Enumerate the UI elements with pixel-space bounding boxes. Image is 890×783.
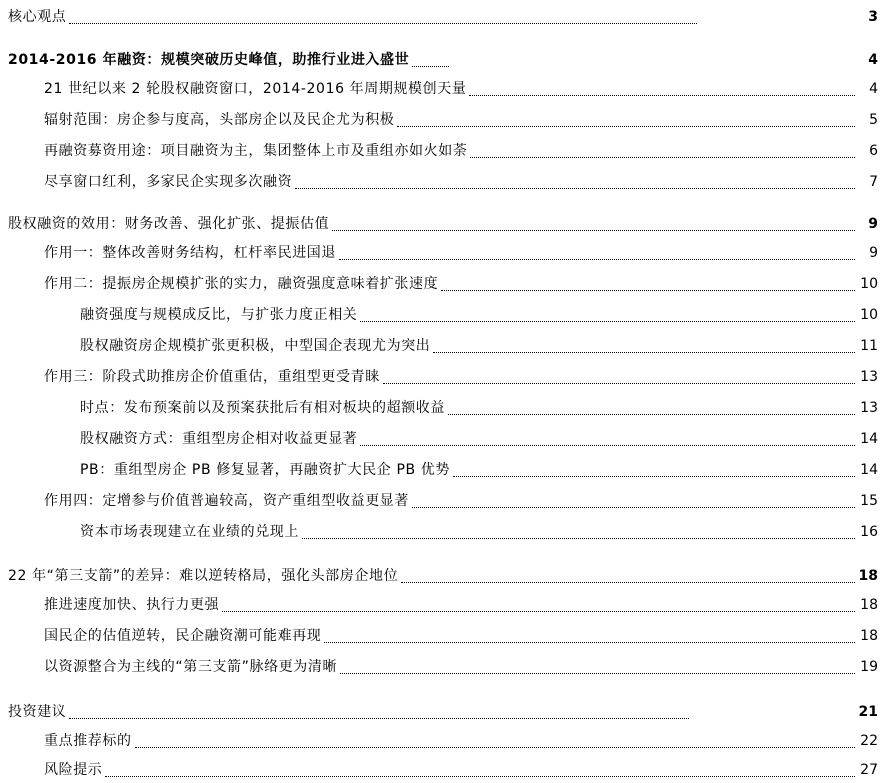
toc-row — [0, 364, 890, 388]
toc-entry-title: 辐射范围：房企参与度高，头部房企以及民企尤为积极 — [44, 112, 395, 128]
dot-leader — [135, 747, 855, 748]
toc-page-number: 5 — [869, 112, 878, 128]
toc-entry-title: 风险提示 — [44, 762, 103, 778]
toc-link[interactable] — [8, 4, 700, 28]
toc-link[interactable] — [44, 138, 858, 162]
toc-page-number: 19 — [860, 659, 878, 675]
toc-row — [0, 488, 890, 512]
toc-link[interactable] — [80, 395, 858, 419]
toc-entry-title: 尽享窗口红利，多家民企实现多次融资 — [44, 174, 293, 190]
toc-page-number: 13 — [860, 400, 878, 416]
toc-entry-title: 重点推荐标的 — [44, 733, 132, 749]
dot-leader — [448, 414, 855, 415]
toc-entry-title: 22 年“第三支箭”的差异：难以逆转格局，强化头部房企地位 — [8, 568, 399, 584]
toc-page-number: 9 — [869, 245, 878, 261]
dot-leader — [433, 352, 855, 353]
toc-entry-title: 股权融资房企规模扩张更积极，中型国企表现尤为突出 — [80, 338, 431, 354]
toc-entry-title: 时点：发布预案前以及预案获批后有相对板块的超额收益 — [80, 400, 445, 416]
toc-page-number: 16 — [860, 524, 878, 540]
dot-leader — [295, 188, 855, 189]
toc-page-number: 13 — [860, 369, 878, 385]
toc-page-number: 6 — [869, 143, 878, 159]
toc-row — [0, 654, 890, 678]
toc-page-number: 3 — [868, 9, 878, 25]
toc-page-number: 18 — [858, 568, 878, 584]
dot-leader — [69, 23, 697, 24]
toc-entry-title: 融资强度与规模成反比，与扩张力度正相关 — [80, 307, 358, 323]
toc-page-number: 21 — [858, 704, 878, 720]
toc-entry-title: 作用二：提振房企规模扩张的实力，融资强度意味着扩张速度 — [44, 276, 439, 292]
toc-link[interactable] — [44, 488, 858, 512]
toc-entry-title: 核心观点 — [8, 9, 67, 25]
toc-link[interactable] — [80, 457, 858, 481]
dot-leader — [401, 582, 855, 583]
toc-link[interactable] — [44, 592, 858, 616]
toc-link[interactable] — [8, 563, 858, 587]
toc-row — [0, 519, 890, 543]
toc-row — [0, 728, 890, 752]
toc-page-number: 4 — [868, 52, 878, 68]
toc-link[interactable] — [44, 169, 858, 193]
toc-entry-title: 作用三：阶段式助推房企价值重估，重组型更受青睐 — [44, 369, 380, 385]
toc-row — [0, 76, 890, 100]
toc-page-number: 14 — [860, 431, 878, 447]
toc-row — [0, 107, 890, 131]
dot-leader — [360, 321, 855, 322]
toc-entry-title: 股权融资的效用：财务改善、强化扩张、提振估值 — [8, 216, 330, 232]
toc-row — [0, 757, 890, 781]
toc-row — [0, 4, 890, 28]
toc-link[interactable] — [8, 699, 692, 723]
toc-page-number: 18 — [860, 597, 878, 613]
toc-entry-title: 国民企的估值逆转，民企融资潮可能难再现 — [44, 628, 322, 644]
dot-leader — [383, 383, 855, 384]
toc-entry-title: 作用四：定增参与价值普遍较高，资产重组型收益更显著 — [44, 493, 409, 509]
toc-link[interactable] — [44, 107, 858, 131]
dot-leader — [69, 718, 689, 719]
dot-leader — [302, 538, 855, 539]
toc-entry-title: 作用一：整体改善财务结构，杠杆率民进国退 — [44, 245, 336, 261]
toc-row — [0, 623, 890, 647]
dot-leader — [360, 445, 855, 446]
toc-page-number: 18 — [860, 628, 878, 644]
dot-leader — [332, 230, 855, 231]
toc-row — [0, 302, 890, 326]
dot-leader — [470, 157, 855, 158]
toc-page-number: 7 — [869, 174, 878, 190]
toc-link[interactable] — [80, 302, 858, 326]
dot-leader — [339, 259, 855, 260]
toc-row — [0, 333, 890, 357]
dot-leader — [222, 611, 855, 612]
toc-link[interactable] — [80, 519, 858, 543]
toc-page-number: 27 — [860, 762, 878, 778]
toc-link[interactable] — [80, 426, 858, 450]
toc-entry-title: 推进速度加快、执行力更强 — [44, 597, 220, 613]
toc-entry-title: 再融资募资用途：项目融资为主，集团整体上市及重组亦如火如荼 — [44, 143, 468, 159]
dot-leader — [469, 95, 855, 96]
dot-leader — [453, 476, 855, 477]
toc-page-number: 11 — [860, 338, 878, 354]
toc-row — [0, 138, 890, 162]
toc-page-number: 10 — [860, 276, 878, 292]
toc-link[interactable] — [44, 76, 858, 100]
toc-entry-title: 股权融资方式：重组型房企相对收益更显著 — [80, 431, 358, 447]
dot-leader — [324, 642, 855, 643]
toc-row — [0, 211, 890, 235]
toc-page-number: 15 — [860, 493, 878, 509]
dot-leader — [105, 776, 855, 777]
dot-leader — [340, 673, 855, 674]
toc-row — [0, 47, 890, 71]
toc-link[interactable] — [44, 757, 858, 781]
toc-link[interactable] — [80, 333, 858, 357]
toc-row — [0, 169, 890, 193]
toc-page-number: 22 — [860, 733, 878, 749]
toc-row — [0, 563, 890, 587]
toc-entry-title: 以资源整合为主线的“第三支箭”脉络更为清晰 — [44, 659, 338, 675]
toc-entry-title: 2014-2016 年融资：规模突破历史峰值，助推行业进入盛世 — [8, 52, 410, 68]
toc-link[interactable] — [44, 623, 858, 647]
dot-leader — [397, 126, 855, 127]
toc-row — [0, 699, 890, 723]
toc-row — [0, 271, 890, 295]
toc-link[interactable] — [44, 728, 858, 752]
toc-entry-title: PB：重组型房企 PB 修复显著，再融资扩大民企 PB 优势 — [80, 462, 450, 478]
toc-entry-title: 资本市场表现建立在业绩的兑现上 — [80, 524, 299, 540]
toc-row — [0, 240, 890, 264]
dot-leader — [412, 507, 855, 508]
toc-entry-title: 投资建议 — [8, 704, 67, 720]
toc-entry-title: 21 世纪以来 2 轮股权融资窗口，2014-2016 年周期规模创天量 — [44, 81, 467, 97]
toc-row — [0, 592, 890, 616]
toc-link[interactable] — [8, 211, 858, 235]
toc-page-number: 10 — [860, 307, 878, 323]
dot-leader — [441, 290, 855, 291]
toc-row — [0, 395, 890, 419]
toc-link[interactable] — [44, 271, 858, 295]
toc-row — [0, 426, 890, 450]
toc-page-number: 4 — [869, 81, 878, 97]
toc-link[interactable] — [8, 47, 452, 71]
toc-link[interactable] — [44, 654, 858, 678]
toc-link[interactable] — [44, 364, 858, 388]
toc-link[interactable] — [44, 240, 858, 264]
toc-page-number: 9 — [868, 216, 878, 232]
toc-page-number: 14 — [860, 462, 878, 478]
dot-leader — [412, 66, 449, 67]
toc-row — [0, 457, 890, 481]
